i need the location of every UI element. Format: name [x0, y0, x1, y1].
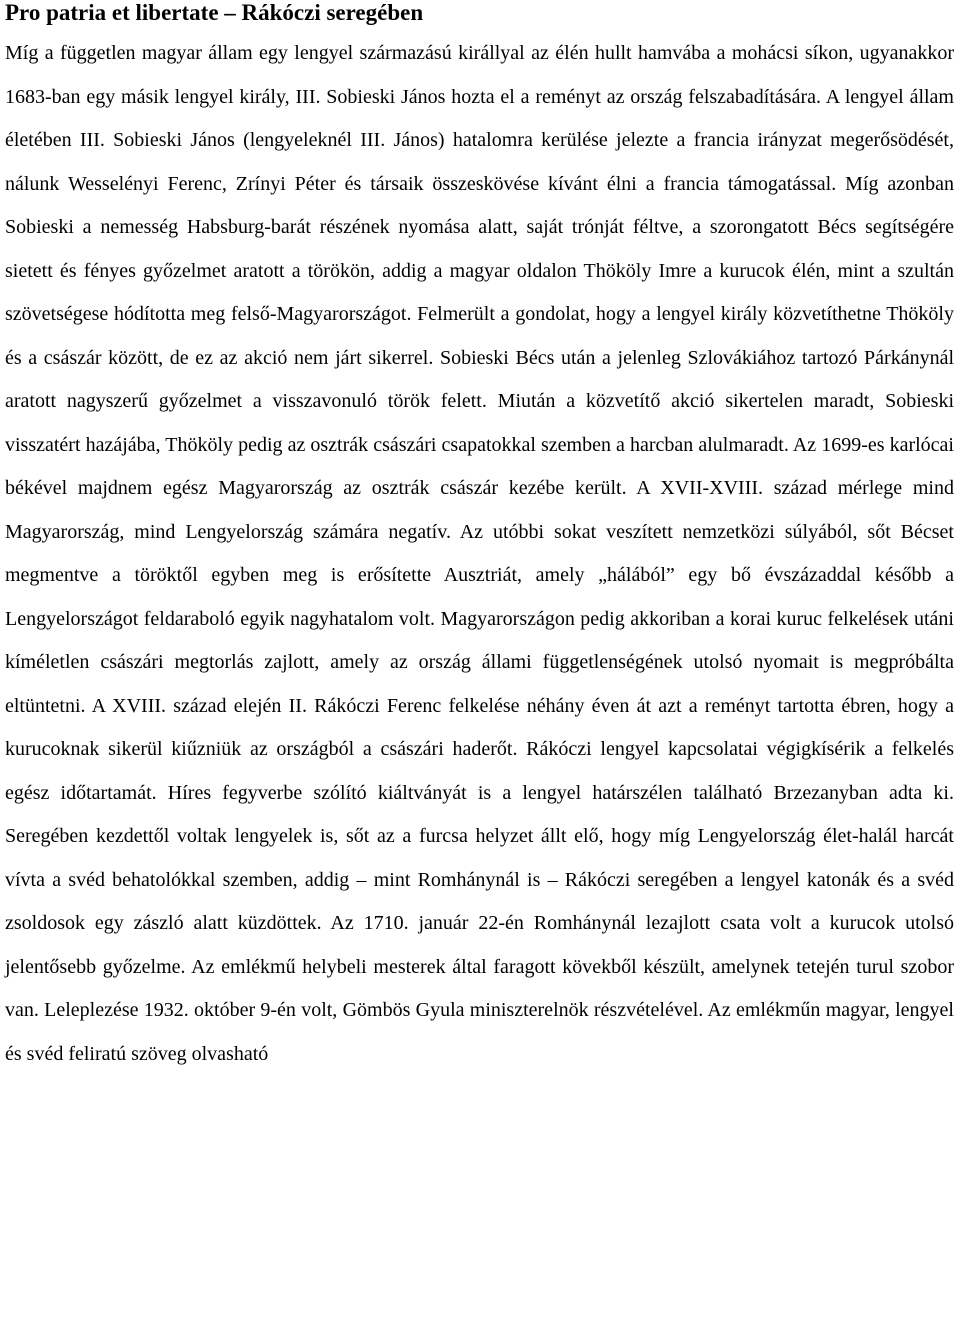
document-title: Pro patria et libertate – Rákóczi seregében — [5, 0, 424, 25]
body-paragraph: Míg a független magyar állam egy lengyel származású királlyal az élén hullt hamvába a mohácsi síkon, ugyanakkor 1683-ban egy másik lengyel király, III. Sobieski János hozta el a reményt az ország felszabadítására. A lengyel állam életében III. Sobieski János (lengyeleknél III. János) hatalomra kerülése jelezte a francia irányzat megerősödését, nálunk Wesselényi Ferenc, Zrínyi Péter és társaik összeskövése kívánt élni a francia támogatással. Míg azonban Sobieski a nemesség Habsburg-barát részének nyomása alatt, saját trónját féltve, a szorongatott Bécs segítségére sietett és fényes győzelmet aratott a törökön, addig a magyar oldalon Thököly Imre a kurucok élén, mint a szultán szövetségese hódította meg felső-Magyarországot. Felmerült a gondolat, hogy a lengyel király közvetíthetne Thököly és a császár között, de ez az akció nem járt sikerrel. Sobieski Bécs után a jelenleg Szlovákiához tartozó Párkánynál aratott nagyszerű győzelmet a visszavonuló török felett. Miután a közvetítő akció sikertelen maradt, Sobieski visszatért hazájába, Thököly pedig az osztrák császári csapatokkal szemben a harcban alulmaradt. Az 1699-es karlócai békével majdnem egész Magyarország az osztrák császár kezébe került. A XVII-XVIII. század mérlege mind Magyarország, mind Lengyelország számára negatív. Az utóbbi sokat veszített nemzetközi súlyából, sőt Bécset megmentve a töröktől egyben meg is erősítette Ausztriát, amely „hálából” egy bő évszázaddal később a Lengyelországot feldaraboló egyik nagyhatalom volt. Magyarországon pedig akkoriban a korai kuruc felkelések utáni kíméletlen császári megtorlás zajlott, amely az ország állami függetlenségének utolsó nyomait is megpróbálta eltüntetni. A XVIII. század elején II. Rákóczi Ferenc felkelése néhány éven át azt a reményt tartotta ébren, hogy a kurucoknak sikerül kiűzniük az országból a császári haderőt. Rákóczi lengyel kapcsolatai végigkísérik a felkelés egész időtartamát. Híres fegyverbe szólító kiáltványát is a lengyel határszélen található Brzezanyban adta ki. Seregében kezdettől voltak lengyelek is, sőt az a furcsa helyzet állt elő, hogy míg Lengyelország élet-halál harcát vívta a svéd behatolókkal szemben, addig – mint Romhánynál is – Rákóczi seregében a lengyel katonák és a svéd zsoldosok egy zászló alatt küzdöttek. Az 1710. január 22-én Romhánynál lezajlott csata volt a kurucok utolsó jelentősebb győzelme. Az emlékmű helybeli mesterek által faragott kövekből készült, amelynek tetején turul szobor van. Leleplezése 1932. október 9-én volt, Gömbös Gyula miniszterelnök részvételével. Az emlékműn magyar, lengyel és svéd feliratú szöveg olvasható — [5, 42, 954, 1065]
